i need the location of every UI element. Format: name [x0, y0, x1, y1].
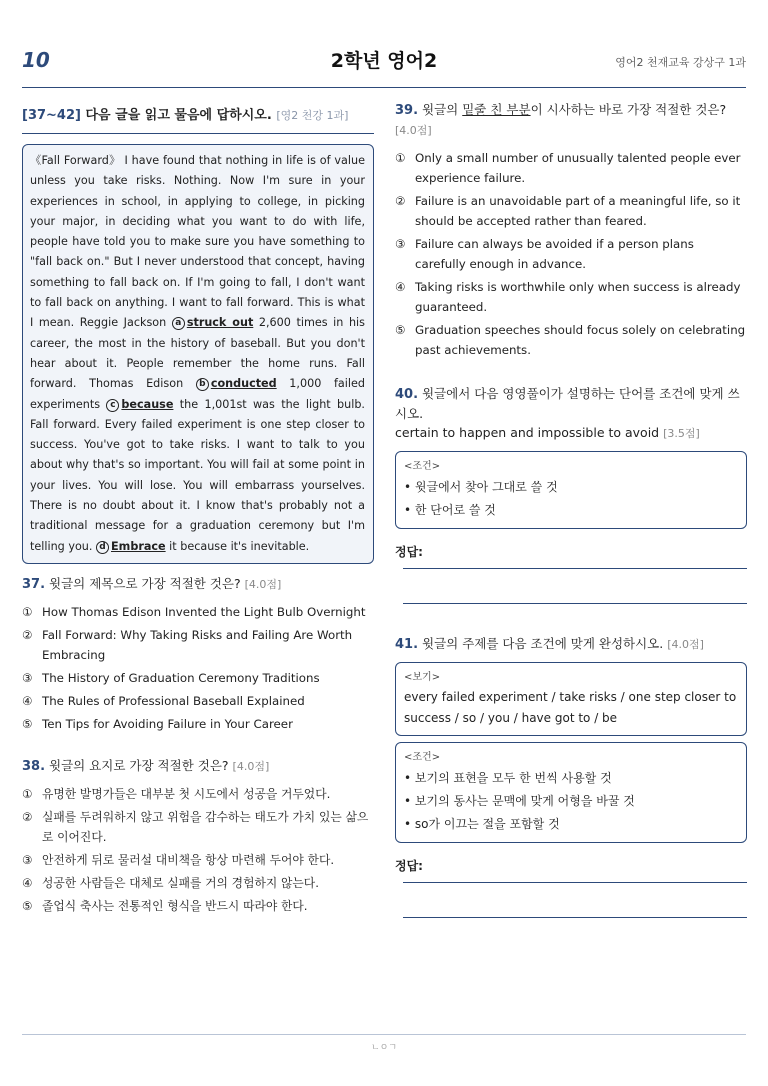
option-item[interactable]: [22, 784, 374, 804]
marker-c: c: [106, 399, 119, 412]
condition-item: • 보기의 표현을 모두 한 번씩 사용할 것: [404, 771, 612, 785]
condition-item: • so가 이끄는 절을 포함할 것: [404, 817, 560, 831]
option-mark: ⑤: [22, 898, 33, 913]
answer-line-41b[interactable]: [403, 917, 747, 918]
question-41-title: [395, 634, 747, 654]
question-38: [22, 756, 374, 916]
option-text: 졸업식 축사는 전통적인 형식을 반드시 따라야 한다.: [42, 898, 308, 913]
option-item[interactable]: [395, 148, 747, 188]
marker-d: d: [96, 541, 109, 554]
option-item[interactable]: [22, 873, 374, 893]
answer-label-40: 정답:: [395, 545, 423, 559]
option-mark: ⑤: [22, 716, 33, 731]
question-39-title: [395, 100, 747, 140]
option-text: Failure can always be avoided if a person plans carefully enough in advance.: [415, 237, 694, 271]
question-40-points: [3.5점]: [663, 427, 700, 440]
option-mark: ②: [22, 809, 33, 824]
underlined-c: because: [121, 397, 174, 411]
option-item[interactable]: [22, 896, 374, 916]
question-39: [395, 100, 747, 360]
option-item[interactable]: [22, 807, 374, 847]
option-text: The Rules of Professional Baseball Explained: [42, 693, 305, 708]
marker-a: a: [172, 317, 185, 330]
answer-label-41: 정답:: [395, 859, 423, 873]
option-item[interactable]: [395, 191, 747, 231]
marker-b: b: [196, 378, 209, 391]
question-40-definition: certain to happen and impossible to avoid: [395, 425, 660, 440]
option-mark: ②: [22, 627, 33, 642]
option-item[interactable]: [22, 602, 374, 622]
question-39-text-underlined: 밑줄 친 부분: [462, 102, 531, 117]
option-mark: ⑤: [395, 323, 406, 337]
option-text: 실패를 두려워하지 않고 위험을 감수하는 태도가 가치 있는 삶으로 이어진다.: [42, 809, 369, 844]
option-item[interactable]: [22, 714, 374, 734]
condition-item: • 윗글에서 찾아 그대로 쓸 것: [404, 480, 558, 494]
option-text: Ten Tips for Avoiding Failure in Your Career: [42, 716, 293, 731]
option-text: 성공한 사람들은 대체로 실패를 거의 경험하지 않는다.: [42, 875, 319, 890]
question-40: [395, 384, 747, 604]
option-item[interactable]: [395, 277, 747, 317]
option-mark: ③: [395, 237, 406, 251]
question-41: [395, 634, 747, 918]
question-39-text-pre: 윗글의: [422, 102, 463, 117]
page-header: [22, 44, 746, 88]
answer-line-41a[interactable]: [403, 882, 747, 883]
question-38-number: 38.: [22, 758, 46, 774]
condition-box-41: [395, 742, 747, 843]
condition-box-40: [395, 451, 747, 529]
section-range: [37~42]: [22, 108, 81, 123]
passage-text-3: 1,000 failed experiments: [30, 377, 365, 411]
answer-line-40b[interactable]: [403, 603, 747, 604]
reading-passage: [22, 144, 374, 564]
option-item[interactable]: [22, 668, 374, 688]
option-text: The History of Graduation Ceremony Traditions: [42, 670, 320, 685]
question-41-number: 41.: [395, 637, 419, 652]
question-37-options: [22, 602, 374, 734]
example-box-41: [395, 662, 747, 736]
question-38-options: [22, 784, 374, 916]
condition-item: • 한 단어로 쓸 것: [404, 503, 496, 517]
passage-text-4: the 1,001st was the light bulb. Fall forward. Every failed experiment is one step closer to success. You've got to take risks. I want to talk to you about why that's so important. You will fail at some point in your lives. You will lose. You will embarrass yourselves. There is no doubt about it. I know that's probably not a traditional message for a graduation ceremony but I'm telling you.: [30, 397, 365, 553]
question-39-number: 39.: [395, 103, 419, 118]
option-mark: ①: [395, 151, 406, 165]
option-item[interactable]: [395, 234, 747, 274]
question-39-text-post: 이 시사하는 바로 가장 적절한 것은?: [530, 102, 727, 117]
option-mark: ③: [22, 670, 33, 685]
question-37-points: [4.0점]: [244, 577, 282, 591]
question-40-title: [395, 384, 747, 443]
option-text: Failure is an unavoidable part of a meaningful life, so it should be accepted rather than feared.: [415, 194, 741, 228]
option-item[interactable]: [22, 850, 374, 870]
option-mark: ①: [22, 604, 33, 619]
question-40-number: 40.: [395, 387, 419, 402]
option-mark: ④: [22, 693, 33, 708]
condition-label: <조건>: [404, 461, 441, 472]
option-text: Taking risks is worthwhile only when success is already guaranteed.: [415, 280, 741, 314]
question-39-options: [395, 148, 747, 360]
section-instruction: 다음 글을 읽고 물음에 답하시오.: [85, 108, 272, 123]
option-mark: ①: [22, 786, 33, 801]
condition-item: • 보기의 동사는 문맥에 맞게 어형을 바꿀 것: [404, 794, 635, 808]
option-text: 안전하게 뒤로 물러설 대비책을 항상 마련해 두어야 한다.: [42, 852, 335, 867]
footer-text: ㄴㅇㄱ: [370, 1043, 398, 1053]
footer-divider: [22, 1034, 746, 1035]
option-text: Only a small number of unusually talented people ever experience failure.: [415, 151, 741, 185]
question-38-points: [4.0점]: [232, 759, 270, 773]
condition-label: <조건>: [404, 752, 441, 763]
passage-text-1: 《Fall Forward》 I have found that nothing in life is of value unless you take risks. Nothing. Now I'm sure in your experiences in school, in applying to college, in picking your major, in deciding what you want to do with life, people have told you to make sure you have something to "fall back on." But I never understood that concept, having something to fall back on. If I'm going to fall, I don't want to fall back on anything. I want to fall forward. This is what I mean. Reggie Jackson: [30, 154, 365, 330]
passage-text-2: 2,600 times in his career, the most in the history of baseball. But you don't hear about it. People remember the home runs. Fall forward. Thomas Edison: [30, 316, 365, 391]
question-41-points: [4.0점]: [667, 638, 704, 651]
example-label: <보기>: [404, 672, 441, 683]
passage-text-5: it because it's inevitable.: [165, 539, 310, 553]
underlined-b: conducted: [210, 377, 277, 391]
option-text: 유명한 발명가들은 대부분 첫 시도에서 성공을 거두었다.: [42, 786, 331, 801]
option-item[interactable]: [22, 625, 374, 665]
question-37: [22, 574, 374, 734]
question-41-text: 윗글의 주제를 다음 조건에 맞게 완성하시오.: [422, 636, 664, 651]
option-text: Graduation speeches should focus solely on celebrating past achievements.: [415, 323, 746, 357]
section-heading: [22, 104, 374, 134]
section-source: [영2 천강 1과]: [276, 109, 349, 122]
question-37-title: [22, 574, 374, 594]
example-text: every failed experiment / take risks / one step closer to success / so / you / have got to / be: [404, 690, 737, 725]
question-40-text: 윗글에서 다음 영영풀이가 설명하는 단어를 조건에 맞게 쓰시오.: [395, 386, 740, 421]
page-number: 10: [22, 48, 50, 72]
right-column: [395, 100, 747, 918]
question-38-title: [22, 756, 374, 776]
header-subtitle: 영어2 천재교육 강상구 1과: [615, 56, 746, 69]
option-mark: ④: [22, 875, 33, 890]
option-item[interactable]: [22, 691, 374, 711]
left-column: [22, 104, 374, 919]
option-item[interactable]: [395, 320, 747, 360]
answer-line-40a[interactable]: [403, 568, 747, 569]
option-mark: ④: [395, 280, 406, 294]
page-title: 2학년 영어2: [330, 50, 438, 72]
option-mark: ③: [22, 852, 33, 867]
question-37-text: 윗글의 제목으로 가장 적절한 것은?: [49, 575, 241, 591]
question-39-points: [4.0점]: [395, 124, 432, 137]
option-text: How Thomas Edison Invented the Light Bulb Overnight: [42, 604, 366, 619]
underlined-d: Embrace: [111, 539, 166, 553]
option-text: Fall Forward: Why Taking Risks and Failing Are Worth Embracing: [42, 627, 353, 662]
option-mark: ②: [395, 194, 406, 208]
question-38-text: 윗글의 요지로 가장 적절한 것은?: [49, 757, 229, 773]
question-37-number: 37.: [22, 576, 46, 592]
underlined-a: struck out: [186, 316, 254, 330]
